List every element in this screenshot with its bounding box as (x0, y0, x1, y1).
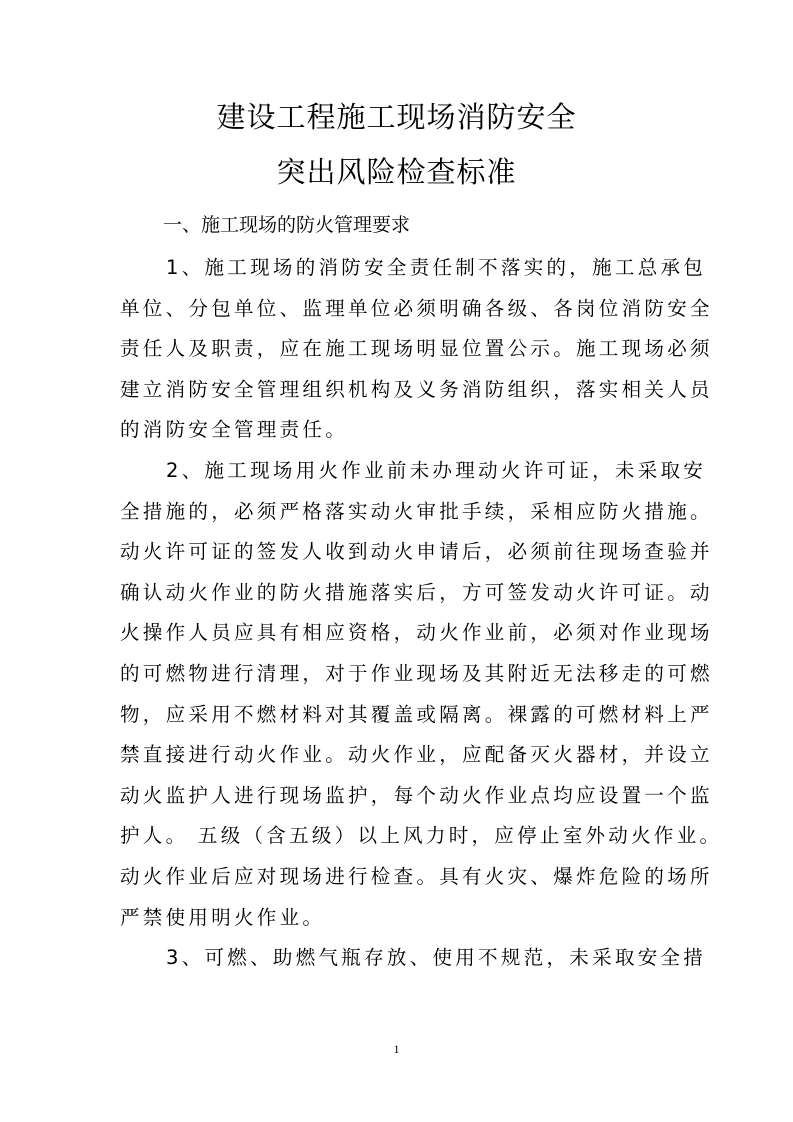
paragraph-2-line: 动火监护人进行现场监护，每个动火作业点均应设置一个监 (120, 783, 713, 807)
paragraph-2-line: 火操作人员应具有相应资格，动火作业前，必须对作业现场 (120, 621, 713, 645)
paragraph-2-line: 禁直接进行动火作业。动火作业，应配备灭火器材，并设立 (120, 743, 713, 767)
document-body (120, 252, 723, 983)
page-number: 1 (393, 1042, 400, 1056)
document-title-line-2: 突出风险检查标准 (276, 155, 517, 189)
document-title-line-1: 建设工程施工现场消防安全 (216, 100, 577, 134)
paragraph-2-line: 动火作业后应对现场进行检查。具有火灾、爆炸危险的场所 (120, 864, 713, 888)
paragraph-2-line: 严禁使用明火作业。 (120, 905, 326, 929)
paragraph-1-line: 1、施工现场的消防安全责任制不落实的，施工总承包 (166, 256, 707, 279)
paragraph-1-line: 建立消防安全管理组织机构及义务消防组织，落实相关人员 (120, 377, 713, 401)
paragraph-2-line: 护人。 五级（含五级）以上风力时，应停止室外动火作业。 (120, 824, 723, 848)
paragraph-2-line: 确认动火作业的防火措施落实后，方可签发动火许可证。动 (120, 580, 713, 604)
paragraph-2-line: 动火许可证的签发人收到动火申请后，必须前往现场查验并 (120, 540, 713, 564)
paragraph-2-line: 的可燃物进行清理，对于作业现场及其附近无法移走的可燃 (120, 661, 713, 685)
paragraph-2-line: 全措施的，必须严格落实动火审批手续，采相应防火措施。 (120, 499, 713, 523)
paragraph-1-line: 的消防安全管理责任。 (120, 418, 349, 442)
paragraph-3-line: 3、可燃、助燃气瓶存放、使用不规范，未采取安全措 (166, 946, 707, 970)
paragraph-1-line: 责任人及职责，应在施工现场明显位置公示。施工现场必须 (120, 337, 713, 361)
section-heading: 一、施工现场的防火管理要求 (163, 214, 411, 236)
paragraph-2-line: 物，应采用不燃材料对其覆盖或隔离。裸露的可燃材料上严 (120, 702, 713, 726)
paragraph-1-line: 单位、分包单位、监理单位必须明确各级、各岗位消防安全 (120, 296, 713, 320)
paragraph-2-line: 2、施工现场用火作业前未办理动火许可证，未采取安 (166, 458, 707, 482)
